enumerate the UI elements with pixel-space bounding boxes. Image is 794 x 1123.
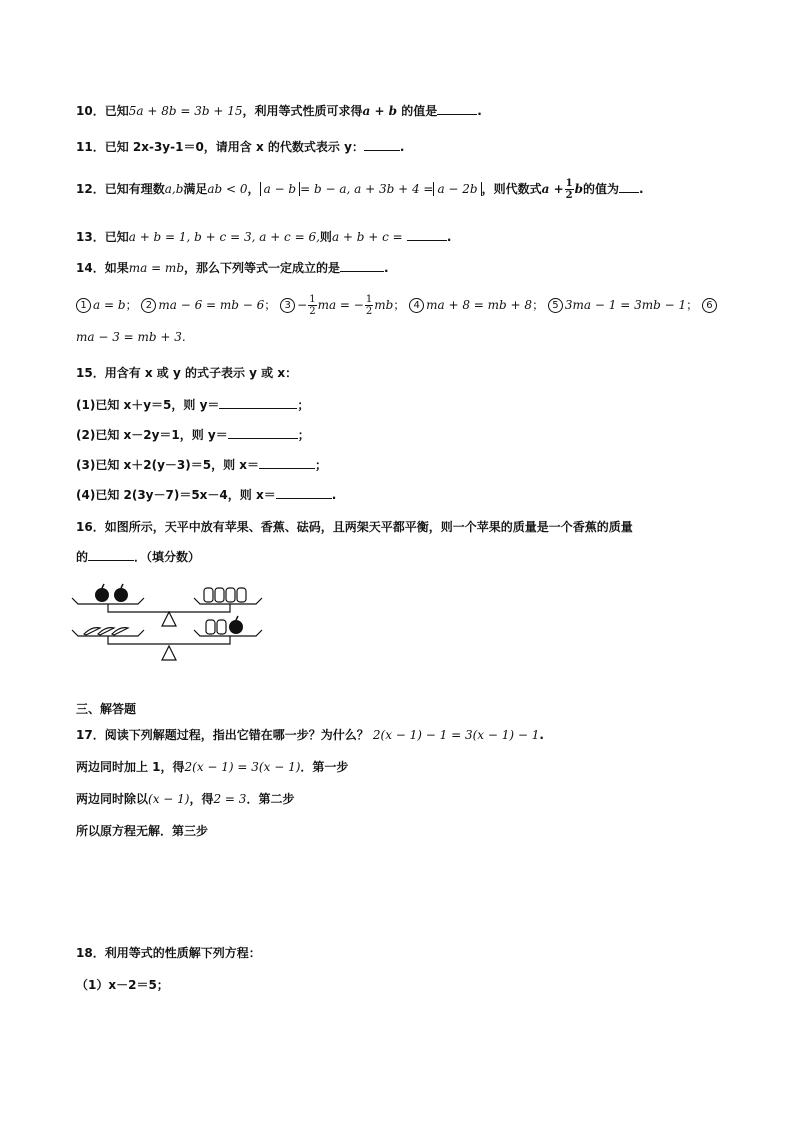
question-number: 16． <box>76 520 105 534</box>
question-15-item-1: (1)已知 x＋y＝5，则 y＝ ； <box>76 398 310 412</box>
question-17-step-2: 两边同时除以(x − 1)，得2 = 3．第二步 <box>76 792 295 806</box>
question-14: 14．如果ma = mb，那么下列等式一定成立的是 . <box>76 261 389 275</box>
balance-top <box>72 584 262 626</box>
option-6: 6 <box>702 298 719 312</box>
question-17: 17．阅读下列解题过程，指出它错在哪一步？为什么？ 2(x − 1) − 1 = 3(x − 1) − 1. <box>76 728 544 742</box>
weight-icon <box>237 588 246 602</box>
question-number: 12． <box>76 182 105 196</box>
question-11: 11．已知 2x-3y-1＝0，请用含 x 的代数式表示 y： . <box>76 140 405 154</box>
apple-icon <box>229 616 243 634</box>
equation: 5a + 8b = 3b + 15 <box>128 104 243 118</box>
section-title: 三、解答题 <box>76 702 137 716</box>
question-number: 17． <box>76 728 105 742</box>
weight-icon <box>204 588 213 602</box>
question-13: 13．已知a + b = 1, b + c = 3, a + c = 6,则a + b + c = . <box>76 230 452 244</box>
question-16: 16．如图所示，天平中放有苹果、香蕉、砝码，且两架天平都平衡，则一个苹果的质量是一个香蕉的质量 <box>76 520 633 534</box>
question-number: 11． <box>76 140 105 154</box>
banana-icon <box>112 628 128 635</box>
question-15: 15．用含有 x 或 y 的式子表示 y 或 x： <box>76 366 298 380</box>
question-14-options <box>76 294 719 317</box>
question-12: 12．已知有理数a,b满足ab < 0， a − b = b − a, a + 3b + 4 = a − 2b ，则代数式a + $\frac{1}{2}$ b的值为 . <box>76 178 644 201</box>
answer-blank[interactable] <box>88 548 134 561</box>
weight-icon <box>226 588 235 602</box>
question-number: 18． <box>76 946 105 960</box>
question-15-item-4: (4)已知 2(3y－7)＝5x－4，则 x＝ . <box>76 488 337 502</box>
answer-blank[interactable] <box>219 396 297 409</box>
balance-bottom <box>72 616 262 660</box>
apple-icon <box>114 584 128 602</box>
absolute-value: a − b <box>260 182 301 196</box>
answer-blank[interactable] <box>407 228 447 241</box>
answer-blank[interactable] <box>437 102 477 115</box>
option-4: 4 ma + 8 = mb + 8； <box>409 298 544 312</box>
fraction: $\frac{1}{2}$ <box>565 178 573 201</box>
question-number: 13． <box>76 230 105 244</box>
answer-blank[interactable] <box>619 180 639 193</box>
answer-blank[interactable] <box>364 138 400 151</box>
question-number: 15． <box>76 366 105 380</box>
question-14-option-6-cont: ma − 3 = mb + 3. <box>76 330 186 344</box>
question-15-item-2: (2)已知 x－2y＝1，则 y＝ ； <box>76 428 310 442</box>
question-17-step-1: 两边同时加上 1，得2(x − 1) = 3(x − 1)．第一步 <box>76 760 349 774</box>
question-18: 18．利用等式的性质解下列方程： <box>76 946 261 960</box>
question-10: 10．已知5a + 8b = 3b + 15，利用等式性质可求得a + b 的值是 . <box>76 104 482 118</box>
fulcrum-icon <box>162 612 176 626</box>
expression: a + b <box>362 104 398 118</box>
option-3: 3 − $\frac{1}{2}$ ma = − $\frac{1}{2}$ mb； <box>280 298 405 312</box>
question-15-item-3: (3)已知 x＋2(y－3)＝5，则 x＝ ； <box>76 458 328 472</box>
question-16-line-2: 的 ．（填分数） <box>76 550 201 564</box>
answer-blank[interactable] <box>340 259 384 272</box>
absolute-value: a − 2b <box>433 182 481 196</box>
question-17-step-3: 所以原方程无解．第三步 <box>76 824 209 838</box>
apple-icon <box>95 584 109 602</box>
weight-icon <box>217 620 226 634</box>
answer-blank[interactable] <box>228 426 298 439</box>
weight-icon <box>206 620 215 634</box>
weight-icon <box>215 588 224 602</box>
option-2: 2 ma − 6 = mb − 6； <box>141 298 276 312</box>
option-1: 1 a = b； <box>76 298 138 312</box>
question-number: 10． <box>76 104 105 118</box>
question-18-sub-1: （1）x－2＝5； <box>76 978 169 992</box>
fulcrum-icon <box>162 646 176 660</box>
answer-blank[interactable] <box>276 486 332 499</box>
option-5: 5 3ma − 1 = 3mb − 1； <box>548 298 698 312</box>
balance-scales-figure <box>70 580 270 666</box>
question-number: 14． <box>76 261 105 275</box>
answer-blank[interactable] <box>259 456 315 469</box>
